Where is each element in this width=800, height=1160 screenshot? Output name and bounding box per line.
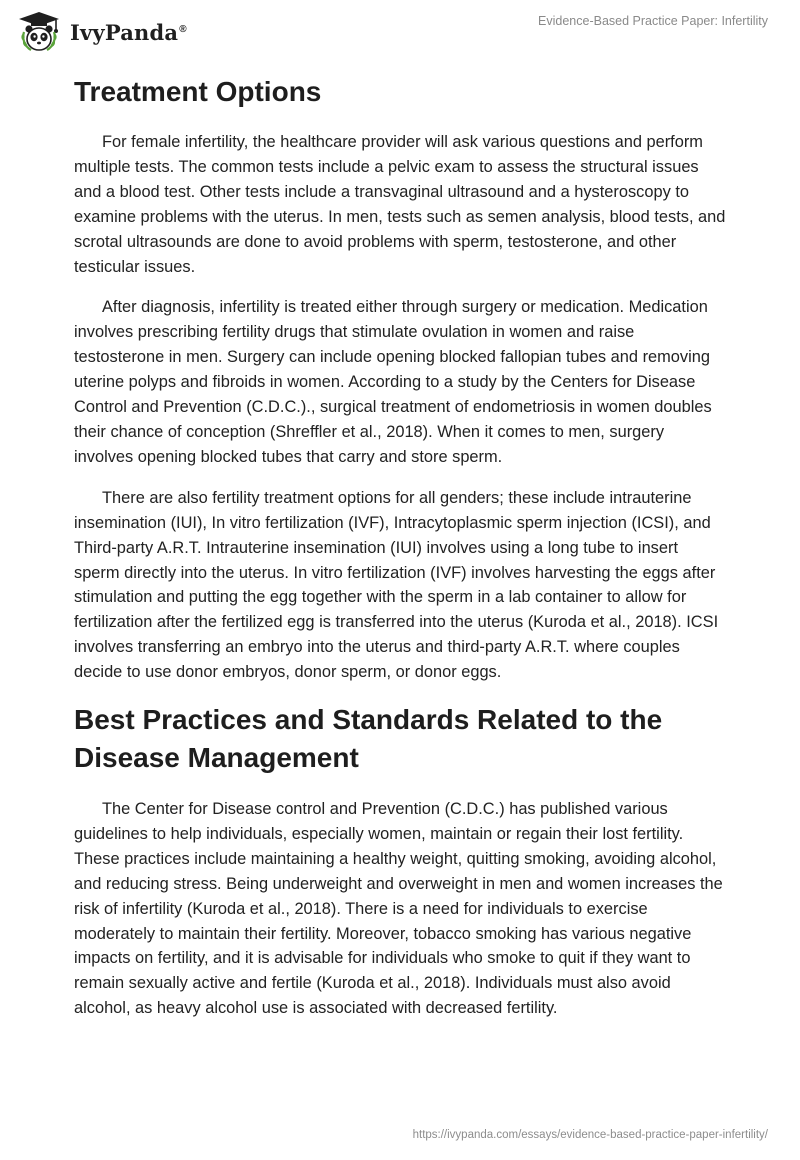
ivypanda-logo[interactable] — [16, 10, 187, 54]
heading-best-practices: Best Practices and Standards Related to the Disease Management — [74, 704, 663, 774]
registered-mark: ® — [179, 23, 187, 35]
paragraph: There are also fertility treatment options for all genders; these include intrauterine insemination (IUI), In vitro fertilization (IVF), Intracytoplasmic sperm injection (ICSI), and Third-party A.R.T. Intrauterine insemination (IUI) involves using a long tube to insert sperm directly into the uterus. In vitro fertilization (IVF) involves harvesting the eggs after stimulation and putting the egg together with the sperm in a lab container to allow for fertilization after the fertilized egg is transferred into the uterus (Kuroda et al., 2018). ICSI involves transferring an embryo into the uterus and third-party A.R.T. where couples decide to use donor embryos, donor sperm, or donor eggs. — [74, 488, 719, 682]
paragraph: The Center for Disease control and Prevention (C.D.C.) has published various guidelines to help individuals, especially women, maintain or regain their lost fertility. These practices include maintaining a healthy weight, quitting smoking, avoiding alcohol, and reducing stress. Being underweight and overweight in men and women increases the risk of infertility (Kuroda et al., 2018). There is a need for individuals to exercise moderately to maintain their fertility. Moreover, tobacco smoking has various negative impacts on fertility, and it is advisable for individuals who smoke to quit if they want to remain sexually active and fertile (Kuroda et al., 2018). Individuals must also avoid alcohol, as heavy alcohol use is associated with decreased fertility. — [74, 800, 723, 1018]
heading-treatment-options: Treatment Options — [74, 76, 322, 107]
page-header — [0, 0, 800, 64]
article-body — [74, 73, 726, 1037]
panda-graduate-icon — [16, 10, 62, 54]
paragraph: After diagnosis, infertility is treated either through surgery or medication. Medication involves prescribing fertility drugs that stimulate ovulation in women and raise testosterone in men. Surgery can include opening blocked fallopian tubes and removing uterine polyps and fibroids in women. According to a study by the Centers for Disease Control and Prevention (C.D.C.)., surgical treatment of endometriosis in women doubles their chance of conception (Shreffler et al., 2018). When it comes to men, surgery involves opening blocked tubes that carry and store sperm. — [74, 298, 712, 466]
paragraph: For female infertility, the healthcare provider will ask various questions and perform multiple tests. The common tests include a pelvic exam to assess the structural issues and a blood test. Other tests include a transvaginal ultrasound and a hysteroscopy to examine problems with the uterus. In men, tests such as semen analysis, blood tests, and scrotal ultrasounds are done to avoid problems with sperm, testosterone, and other testicular issues. — [74, 133, 726, 276]
logo-wordmark — [70, 20, 187, 45]
logo-name: IvyPanda — [70, 19, 179, 45]
document-title: Evidence-Based Practice Paper: Infertility — [538, 14, 768, 28]
source-url-link[interactable]: https://ivypanda.com/essays/evidence-based-practice-paper-infertility/ — [412, 1129, 768, 1141]
